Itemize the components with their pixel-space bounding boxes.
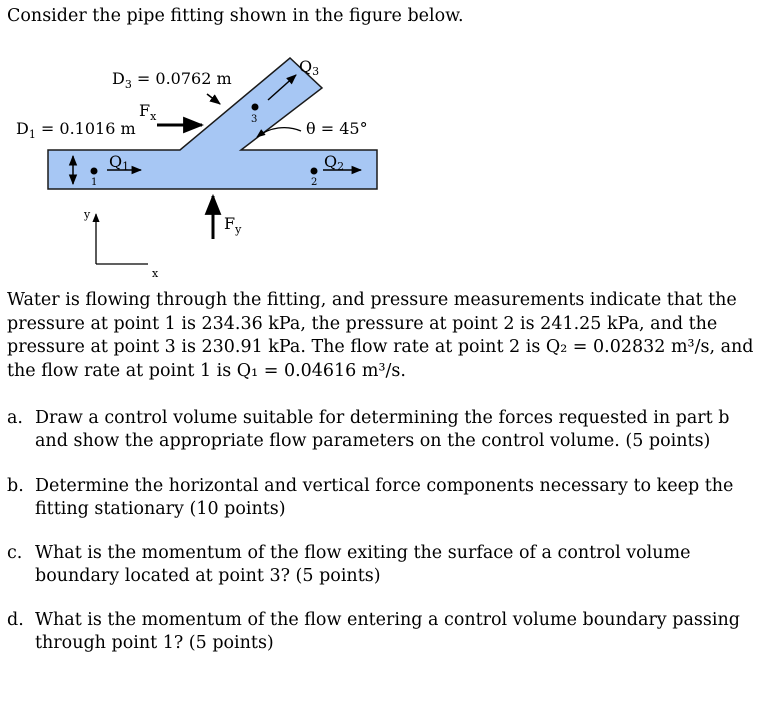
point-2-marker	[311, 168, 318, 175]
point-1-marker	[91, 168, 98, 175]
question-c-text: What is the momentum of the flow exiting the surface of a control volume boundary located at point 3? (5 points)	[35, 543, 691, 586]
question-a-label: a.	[7, 408, 23, 428]
question-a	[7, 407, 767, 453]
question-a-text: Draw a control volume suitable for determining the forces requested in part b and show the appropriate flow parameters on the control volume. (5 points)	[35, 408, 730, 451]
point-3-marker	[252, 104, 259, 111]
question-d-text: What is the momentum of the flow entering a control volume boundary passing through point 1? (5 points)	[35, 610, 740, 653]
question-c	[7, 542, 767, 588]
d3-label: $D_3 = 0.0762$ m	[112, 69, 232, 91]
point-1-label: 1	[91, 177, 98, 188]
q1-label: Q1	[109, 152, 130, 173]
pipe-fitting-figure	[0, 0, 774, 290]
question-b-text: Determine the horizontal and vertical force components necessary to keep the fitting stationary (10 points)	[35, 476, 734, 519]
point-3-label: 3	[251, 114, 258, 125]
q2-label: Q2	[324, 152, 345, 173]
question-d-label: d.	[7, 610, 24, 630]
question-b-label: b.	[7, 476, 24, 496]
point-2-label: 2	[311, 177, 318, 188]
fy-label: $F_y$	[224, 214, 242, 236]
q3-label: Q3	[299, 57, 320, 78]
y-axis-label: y	[84, 208, 91, 221]
fx-label: $F_x$	[139, 101, 157, 123]
problem-description: Water is flowing through the fitting, and pressure measurements indicate that the pressure at point 1 is 234.36 kPa, the pressure at point 2 is 241.25 kPa, and the pressure at point 3 is 230.91 kPa. The flow rate at point 2 is Q₂ = 0.02832 m³/s, and the flow rate at point 1 is Q₁ = 0.04616 m³/s.	[7, 290, 754, 381]
d1-label: $D_1 = 0.1016$ m	[16, 119, 136, 141]
question-b	[7, 475, 767, 521]
x-axis-label: x	[152, 267, 159, 280]
d3-pointer-arrow	[207, 94, 220, 104]
intro-text: Consider the pipe fitting shown in the figure below.	[7, 6, 464, 26]
question-d	[7, 609, 767, 655]
theta-label: θ = 45°	[306, 119, 368, 138]
question-c-label: c.	[7, 543, 23, 563]
